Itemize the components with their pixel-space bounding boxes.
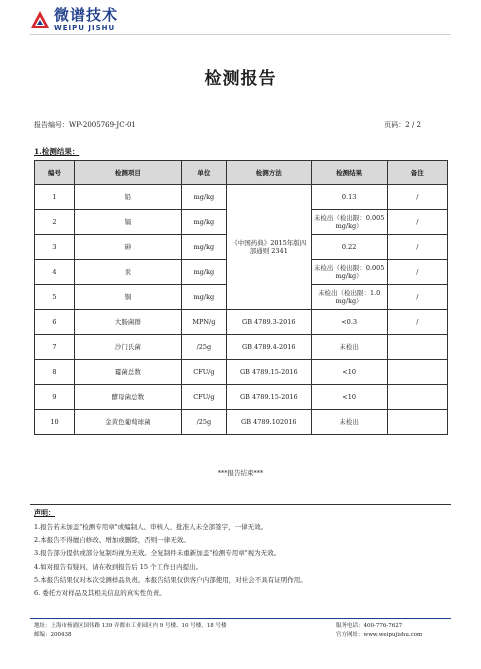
header-result: 检测结果 bbox=[311, 161, 387, 185]
footer-website: 官方网址：www.weipujishu.com bbox=[336, 631, 423, 638]
cell-no: 5 bbox=[35, 285, 75, 310]
cell-no: 6 bbox=[35, 310, 75, 335]
cell-item: 镉 bbox=[74, 210, 181, 235]
cell-no: 8 bbox=[35, 360, 75, 385]
header-method: 检测方法 bbox=[226, 161, 311, 185]
cell-note: / bbox=[387, 310, 447, 335]
cell-no: 7 bbox=[35, 335, 75, 360]
cell-note bbox=[387, 385, 447, 410]
cell-unit: CFU/g bbox=[181, 385, 226, 410]
cell-note: / bbox=[387, 235, 447, 260]
header-note: 备注 bbox=[387, 161, 447, 185]
cell-result: 未检出（检出限：1.0 mg/kg） bbox=[311, 285, 387, 310]
declaration-divider bbox=[30, 504, 451, 505]
declaration-item: 6. 委托方对样品及其相关信息的真实性负责。 bbox=[34, 589, 166, 598]
results-table bbox=[34, 160, 448, 435]
page-title: 检测报告 bbox=[204, 69, 277, 89]
cell-result: 0.22 bbox=[311, 235, 387, 260]
cell-item: 金黄色葡萄球菌 bbox=[74, 410, 181, 435]
cell-unit: mg/kg bbox=[181, 210, 226, 235]
cell-result: 未检出 bbox=[311, 410, 387, 435]
cell-note bbox=[387, 360, 447, 385]
footer-contact-block bbox=[336, 622, 422, 639]
cell-unit: CFU/g bbox=[181, 360, 226, 385]
declaration-item: 1.报告若未加盖"检测专用章"或编制人、审核人、批准人未全部签字，一律无效。 bbox=[34, 523, 268, 531]
cell-result: <10 bbox=[311, 385, 387, 410]
declaration-item: 3.报告部分提供或部分复制均视为无效。全复制件未重新加盖"检测专用章"视为无效。 bbox=[34, 549, 281, 558]
cell-item: 铜 bbox=[74, 285, 181, 310]
declaration-item: 2.本报告不得擅自修改、增加或删除，否则一律无效。 bbox=[34, 536, 190, 545]
cell-no: 4 bbox=[35, 260, 75, 285]
table-row bbox=[35, 335, 448, 360]
declaration-list bbox=[34, 521, 307, 600]
table-row bbox=[35, 410, 448, 435]
cell-method: GB 4789.102016 bbox=[226, 410, 311, 435]
footer-postcode: 邮编：200438 bbox=[34, 631, 72, 638]
cell-result: 未检出 bbox=[311, 335, 387, 360]
declaration-title: 声明： bbox=[34, 508, 55, 517]
cell-unit: /25g bbox=[181, 335, 226, 360]
cell-unit: mg/kg bbox=[181, 260, 226, 285]
footer-address: 地址：上海市杨浦区国伟路 139 弄都市工业园区内 9 号楼、10 号楼、18 号楼 bbox=[34, 623, 227, 629]
cell-note: / bbox=[387, 285, 447, 310]
table-row bbox=[35, 310, 448, 335]
cell-item: 沙门氏菌 bbox=[74, 335, 181, 360]
cell-result: 0.13 bbox=[311, 185, 387, 210]
cell-no: 3 bbox=[35, 235, 75, 260]
cell-unit: /25g bbox=[181, 410, 226, 435]
cell-method: GB 4789.3-2016 bbox=[226, 310, 311, 335]
header-divider bbox=[30, 34, 451, 35]
cell-item: 霉菌总数 bbox=[74, 360, 181, 385]
cell-no: 9 bbox=[35, 385, 75, 410]
header-no: 编号 bbox=[35, 161, 75, 185]
table-header-row bbox=[35, 161, 448, 185]
logo-mark-icon bbox=[30, 10, 50, 30]
cell-unit: MPN/g bbox=[181, 310, 226, 335]
cell-no: 2 bbox=[35, 210, 75, 235]
cell-item: 砷 bbox=[74, 235, 181, 260]
cell-note: / bbox=[387, 210, 447, 235]
cell-unit: mg/kg bbox=[181, 285, 226, 310]
logo-cn-text: 微谱技术 bbox=[54, 6, 119, 24]
cell-item: 汞 bbox=[74, 260, 181, 285]
cell-method: GB 4789.15-2016 bbox=[226, 385, 311, 410]
header-item: 检测项目 bbox=[74, 161, 181, 185]
cell-item: 酵母菌总数 bbox=[74, 385, 181, 410]
cell-note: / bbox=[387, 185, 447, 210]
cell-result: <0.3 bbox=[311, 310, 387, 335]
cell-result: 未检出（检出限：0.005 mg/kg） bbox=[311, 260, 387, 285]
header-unit: 单位 bbox=[181, 161, 226, 185]
section-title: 1.检测结果： bbox=[34, 147, 80, 156]
report-end-marker: ***报告结束*** bbox=[217, 469, 264, 477]
cell-note bbox=[387, 335, 447, 360]
table-row bbox=[35, 385, 448, 410]
declaration-item: 5.本报告结果仅对本次受测样品负责。本报告结果仅供客户内部使用，对社会不具有证明作用。 bbox=[34, 575, 307, 584]
cell-method: GB 4789.4-2016 bbox=[226, 335, 311, 360]
cell-no: 10 bbox=[35, 410, 75, 435]
footer-phone: 服务电话：400-776-7627 bbox=[336, 623, 403, 629]
cell-no: 1 bbox=[35, 185, 75, 210]
cell-method-merged: 《中国药典》2015年版四部通则 2341 bbox=[226, 185, 311, 310]
table-row bbox=[35, 360, 448, 385]
cell-note: / bbox=[387, 260, 447, 285]
cell-item: 大肠菌群 bbox=[74, 310, 181, 335]
cell-result: 未检出（检出限：0.005 mg/kg） bbox=[311, 210, 387, 235]
cell-unit: mg/kg bbox=[181, 185, 226, 210]
cell-item: 铅 bbox=[74, 185, 181, 210]
table-row bbox=[35, 185, 448, 210]
logo-en-text: WEIPU JISHU bbox=[54, 24, 116, 32]
footer-address-block bbox=[34, 622, 227, 639]
cell-result: <10 bbox=[311, 360, 387, 385]
cell-note bbox=[387, 410, 447, 435]
company-logo bbox=[30, 8, 118, 32]
declaration-item: 4.如对报告有疑问，请在收到报告后 15 个工作日内提出。 bbox=[34, 562, 203, 571]
cell-method: GB 4789.15-2016 bbox=[226, 360, 311, 385]
footer-divider bbox=[30, 618, 451, 619]
page-number: 页码：2 / 2 bbox=[384, 121, 421, 129]
report-number: 报告编号：WP-2005769-JC-01 bbox=[34, 121, 136, 129]
cell-unit: mg/kg bbox=[181, 235, 226, 260]
